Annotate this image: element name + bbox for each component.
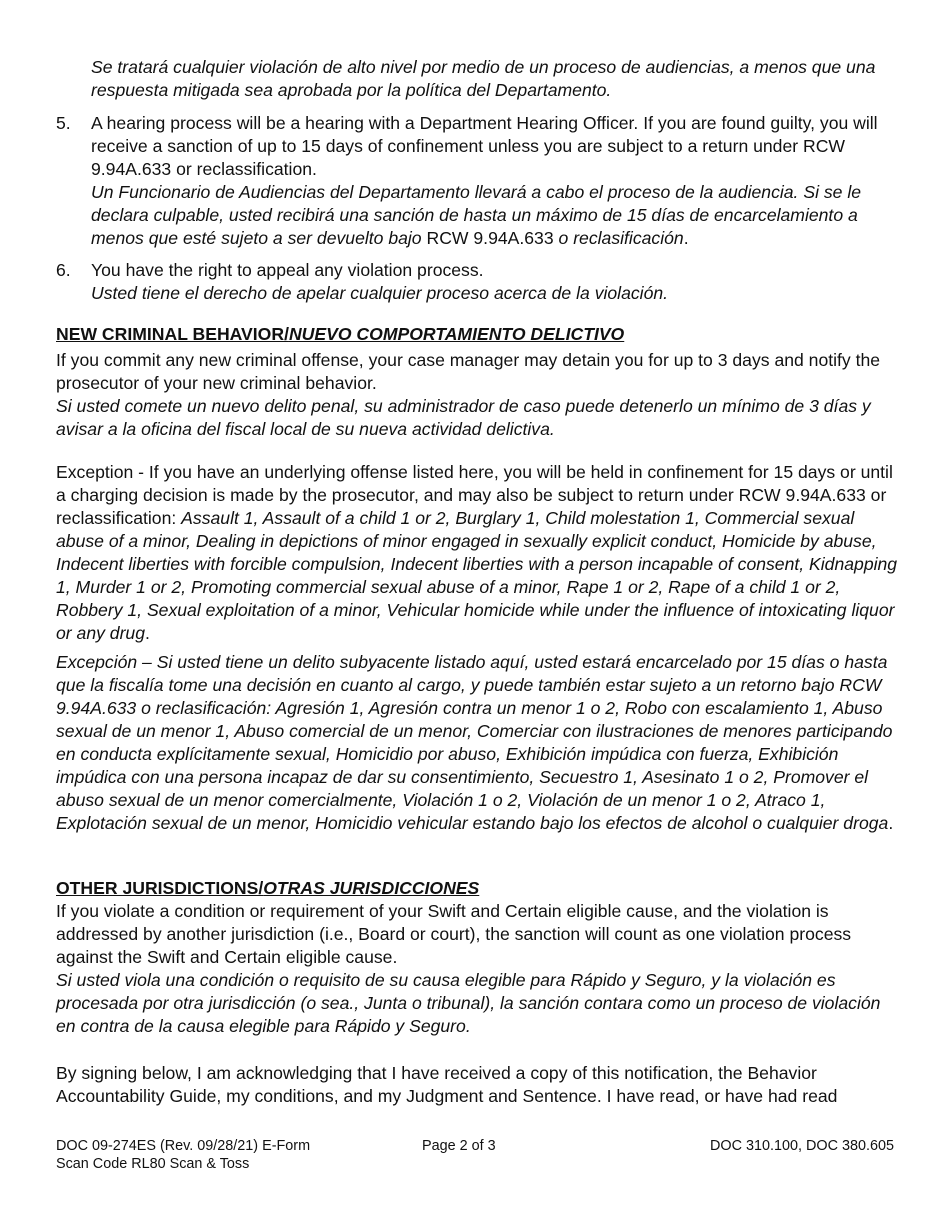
section-heading-other-jurisdictions: OTHER JURISDICTIONS/OTRAS JURISDICCIONES	[56, 878, 480, 898]
intro-spanish-text: Se tratará cualquier violación de alto nivel por medio de un proceso de audiencias, a menos que una respuesta mitigada sea aprobada por la política del Departamento.	[91, 57, 876, 100]
ncb-english-text: If you commit any new criminal offense, your case manager may detain you for up to 3 days and notify the prosecutor of your new criminal behavior.	[56, 350, 881, 393]
exception-spanish-text: Excepción – Si usted tiene un delito subyacente listado aquí, usted estará encarcelado por 15 días o hasta que la fiscalía tome una decisión en cuanto al cargo, y puede también estar sujeto a un retorno bajo RCW 9.94A.633 o reclasificación: Agresión 1, Agresión contra un menor 1 o 2, Robo con escalamiento 1, Abuso sexual de un menor 1, Abuso comercial de un menor, Comerciar con ilustraciones de menores participando en conducta explícitamente sexual, Homicidio por abuso, Exhibición impúdica con fuerza, Exhibición impúdica con una persona incapaz de dar su consentimiento, Secuestro 1, Asesinato 1 o 2, Promover el abuso sexual de un menor comercialmente, Violación 1 o 2, Violación de un menor 1 o 2, Atraco 1, Explotación sexual de un menor, Homicidio vehicular estando bajo los efectos de alcohol o cualquier droga.	[56, 652, 894, 833]
footer-policy-refs: DOC 310.100, DOC 380.605	[710, 1138, 894, 1154]
list-item-6	[56, 259, 898, 305]
item-5-spanish-text: Un Funcionario de Audiencias del Departamento llevará a cabo el proceso de la audiencia. Si se le declara culpable, usted recibirá una sanción de hasta un máximo de 15 días de encarcelamiento a menos que esté sujeto a ser devuelto bajo RCW 9.94A.633 o reclasificación.	[91, 182, 862, 248]
footer-scan-code: Scan Code RL80 Scan & Toss	[56, 1156, 250, 1172]
signing-acknowledgement-text: By signing below, I am acknowledging that I have received a copy of this notification, the Behavior Accountability Guide, my conditions, and my Judgment and Sentence. I have read, or have had read	[56, 1063, 838, 1106]
item-6-english-text: You have the right to appeal any violation process.	[91, 260, 484, 280]
ncb-spanish-text: Si usted comete un nuevo delito penal, su administrador de caso puede detenerlo un mínimo de 3 días y avisar a la oficina del fiscal local de su nueva actividad delictiva.	[56, 396, 871, 439]
list-item-number: 6.	[56, 260, 71, 280]
footer-page-number: Page 2 of 3	[422, 1138, 496, 1154]
list-item-5	[56, 112, 898, 250]
footer-form-id: DOC 09-274ES (Rev. 09/28/21) E-Form	[56, 1138, 311, 1154]
list-item-number: 5.	[56, 113, 71, 133]
item-6-spanish-text: Usted tiene el derecho de apelar cualquier proceso acerca de la violación.	[91, 283, 669, 303]
section-heading-new-criminal-behavior: NEW CRIMINAL BEHAVIOR/NUEVO COMPORTAMIENTO DELICTIVO	[56, 324, 625, 344]
exception-english-text: Exception - If you have an underlying offense listed here, you will be held in confinement for 15 days or until a charging decision is made by the prosecutor, and may also be subject to return under RCW 9.94A.633 or reclassification: Assault 1, Assault of a child 1 or 2, Burglary 1, Child molestation 1, Commercial sexual abuse of a minor, Dealing in depictions of minor engaged in sexually explicit conduct, Homicide by abuse, Indecent liberties with forcible compulsion, Indecent liberties with a person incapable of consent, Kidnapping 1, Murder 1 or 2, Promoting commercial sexual abuse of a minor, Rape 1 or 2, Rape of a child 1 or 2, Robbery 1, Sexual exploitation of a minor, Vehicular homicide while under the influence of intoxicating liquor or any drug.	[56, 462, 898, 643]
item-5-english-text: A hearing process will be a hearing with a Department Hearing Officer. If you are found guilty, you will receive a sanction of up to 15 days of confinement unless you are subject to a return under RCW 9.94A.633 or reclassification.	[91, 113, 878, 179]
oj-spanish-text: Si usted viola una condición o requisito de su causa elegible para Rápido y Seguro, y la violación es procesada por otra jurisdicción (o sea., Junta o tribunal), la sanción contara como un proceso de violación en contra de la causa elegible para Rápido y Seguro.	[56, 970, 881, 1036]
oj-english-text: If you violate a condition or requirement of your Swift and Certain eligible cause, and the violation is addressed by another jurisdiction (i.e., Board or court), the sanction will count as one violation process against the Swift and Certain eligible cause.	[56, 901, 852, 967]
